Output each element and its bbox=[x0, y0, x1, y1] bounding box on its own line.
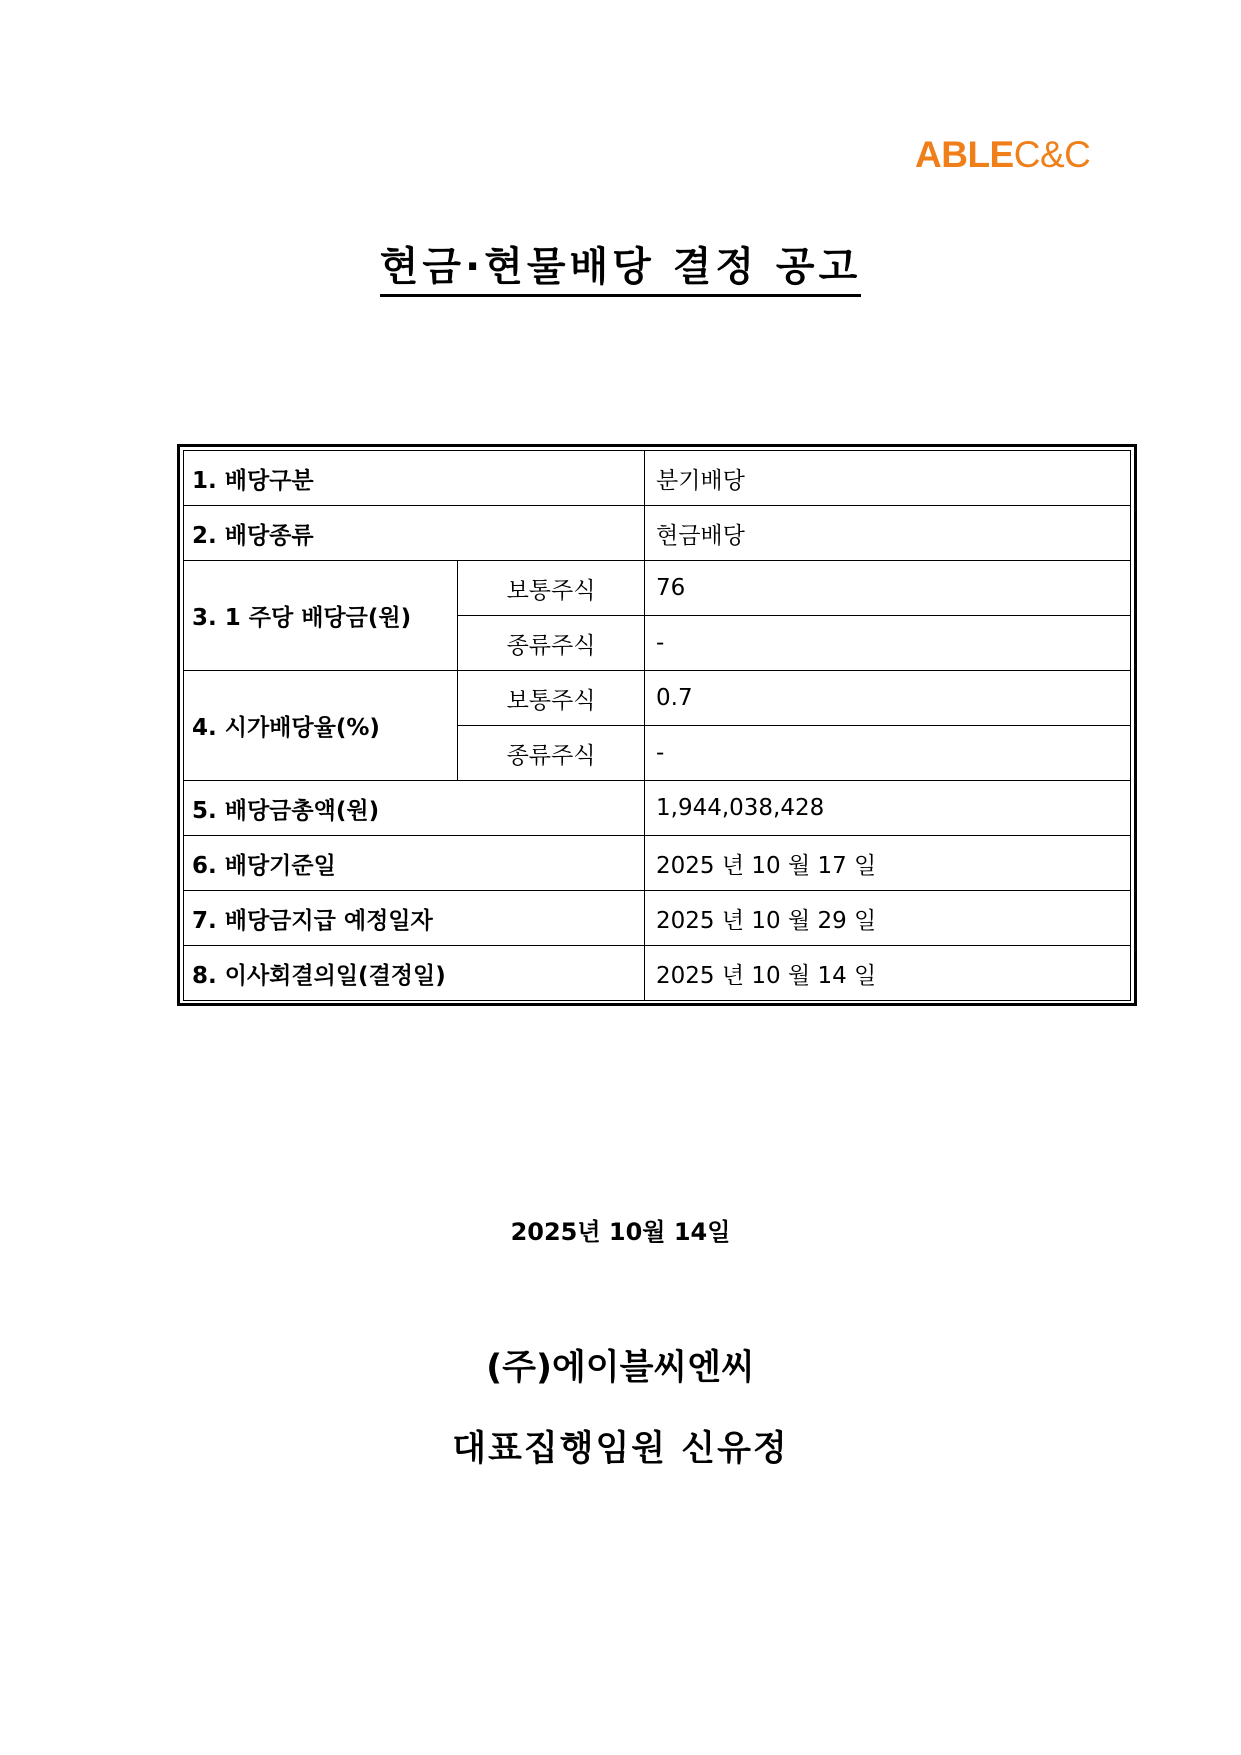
logo-able-text: ABLE bbox=[915, 134, 1014, 175]
table-row bbox=[184, 781, 1131, 836]
dividend-table-frame bbox=[177, 444, 1137, 1006]
dividend-yield-label: 4. 시가배당율(%) bbox=[184, 671, 458, 781]
table-row bbox=[184, 451, 1131, 506]
company-logo bbox=[915, 136, 1090, 173]
payment-date-value: 2025 년 10 월 29 일 bbox=[645, 891, 1131, 946]
dividend-type-label: 1. 배당구분 bbox=[184, 451, 645, 506]
dividend-yield-common-value: 0.7 bbox=[645, 671, 1131, 726]
board-resolution-date-value: 2025 년 10 월 14 일 bbox=[645, 946, 1131, 1001]
payment-date-label: 7. 배당금지급 예정일자 bbox=[184, 891, 645, 946]
dividend-yield-preferred-value: - bbox=[645, 726, 1131, 781]
table-row bbox=[184, 671, 1131, 726]
total-dividend-label: 5. 배당금총액(원) bbox=[184, 781, 645, 836]
dividend-table bbox=[183, 450, 1131, 1001]
table-row bbox=[184, 836, 1131, 891]
table-row bbox=[184, 506, 1131, 561]
dividend-per-share-label: 3. 1 주당 배당금(원) bbox=[184, 561, 458, 671]
dividend-kind-value: 현금배당 bbox=[645, 506, 1131, 561]
dividend-kind-label: 2. 배당종류 bbox=[184, 506, 645, 561]
common-stock-label: 보통주식 bbox=[458, 671, 645, 726]
common-stock-label: 보통주식 bbox=[458, 561, 645, 616]
document-title: 현금·현물배당 결정 공고 bbox=[380, 244, 861, 297]
logo-cc-text: C&C bbox=[1013, 134, 1091, 175]
document-title-container bbox=[0, 243, 1241, 291]
dividend-type-value: 분기배당 bbox=[645, 451, 1131, 506]
board-resolution-date-label: 8. 이사회결의일(결정일) bbox=[184, 946, 645, 1001]
table-row bbox=[184, 561, 1131, 616]
announcement-date: 2025년 10월 14일 bbox=[510, 1218, 731, 1246]
record-date-value: 2025 년 10 월 17 일 bbox=[645, 836, 1131, 891]
preferred-stock-label: 종류주식 bbox=[458, 616, 645, 671]
dividend-per-share-common-value: 76 bbox=[645, 561, 1131, 616]
table-row bbox=[184, 891, 1131, 946]
record-date-label: 6. 배당기준일 bbox=[184, 836, 645, 891]
dividend-per-share-preferred-value: - bbox=[645, 616, 1131, 671]
total-dividend-value: 1,944,038,428 bbox=[645, 781, 1131, 836]
representative-name: 대표집행임원 신유정 bbox=[452, 1429, 789, 1469]
preferred-stock-label: 종류주식 bbox=[458, 726, 645, 781]
table-row bbox=[184, 946, 1131, 1001]
company-name: (주)에이블씨엔씨 bbox=[486, 1348, 755, 1388]
